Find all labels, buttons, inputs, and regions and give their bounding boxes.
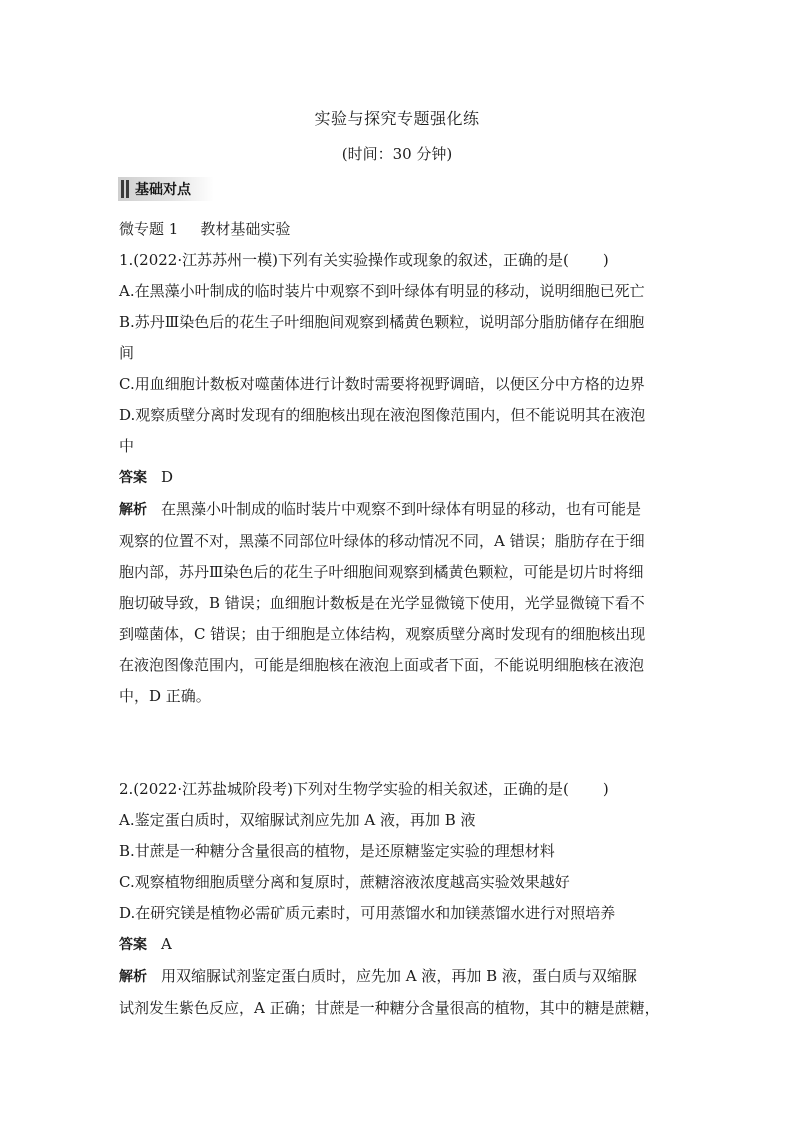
content	[119, 214, 675, 1024]
analysis-label: 解析	[119, 502, 147, 518]
option-b-continued: 间	[119, 344, 135, 362]
analysis-label: 解析	[119, 969, 147, 985]
question-2	[119, 774, 675, 1024]
option-a: A.在黑藻小叶制成的临时装片中观察不到叶绿体有明显的移动，说明细胞已死亡	[119, 282, 645, 300]
question-stem: 2.(2022·江苏盐城阶段考)下列对生物学实验的相关叙述，正确的是( )	[119, 780, 609, 798]
section-bars-icon	[121, 180, 129, 198]
question-1	[119, 245, 675, 712]
analysis-line: 到噬菌体，C 错误；由于细胞是立体结构，观察质壁分离时发现有的细胞核出现	[119, 625, 646, 643]
analysis-line: 观察的位置不对，黑藻不同部位叶绿体的移动情况不同，A 错误；脂肪存在于细	[119, 532, 645, 550]
analysis-line: 解析 用双缩脲试剂鉴定蛋白质时，应先加 A 液，再加 B 液，蛋白质与双缩脲	[119, 967, 637, 985]
option-d: D.在研究镁是植物必需矿质元素时，可用蒸馏水和加镁蒸馏水进行对照培养	[119, 904, 616, 922]
analysis-line: 胞切破导致，B 错误；血细胞计数板是在光学显微镜下使用，光学显微镜下看不	[119, 594, 645, 612]
option-d: D.观察质壁分离时发现有的细胞核出现在液泡图像范围内，但不能说明其在液泡	[119, 406, 646, 424]
topic-heading	[119, 214, 675, 245]
section-label: 基础对点	[135, 182, 191, 198]
topic-prefix: 微专题 1	[119, 220, 179, 238]
analysis-line: 解析 在黑藻小叶制成的临时装片中观察不到叶绿体有明显的移动，也有可能是	[119, 500, 642, 518]
answer-line	[119, 929, 675, 961]
answer-label: 答案	[119, 937, 147, 953]
option-b: B.甘蔗是一种糖分含量很高的植物，是还原糖鉴定实验的理想材料	[119, 842, 555, 860]
option-c: C.用血细胞计数板对噬菌体进行计数时需要将视野调暗，以便区分中方格的边界	[119, 375, 645, 393]
page-title: 实验与探究专题强化练	[314, 109, 480, 128]
answer-value: A	[161, 935, 172, 953]
option-c: C.观察植物细胞质壁分离和复原时，蔗糖溶液浓度越高实验效果越好	[119, 873, 570, 891]
analysis-line: 在液泡图像范围内，可能是细胞核在液泡上面或者下面，不能说明细胞核在液泡	[119, 656, 645, 674]
option-b: B.苏丹Ⅲ染色后的花生子叶细胞间观察到橘黄色颗粒，说明部分脂肪储存在细胞	[119, 313, 645, 331]
option-a: A.鉴定蛋白质时，双缩脲试剂应先加 A 液，再加 B 液	[119, 811, 476, 829]
analysis-line: 试剂发生紫色反应，A 正确；甘蔗是一种糖分含量很高的植物，其中的糖是蔗糖，	[119, 999, 660, 1017]
question-stem: 1.(2022·江苏苏州一模)下列有关实验操作或现象的叙述，正确的是( )	[119, 251, 609, 269]
topic-name: 教材基础实验	[200, 220, 291, 238]
analysis-line: 胞内部，苏丹Ⅲ染色后的花生子叶细胞间观察到橘黄色颗粒，可能是切片时将细	[119, 563, 644, 581]
time-limit: (时间：30 分钟)	[341, 145, 453, 163]
analysis-line: 中，D 正确。	[119, 687, 211, 705]
section-header	[118, 177, 214, 201]
answer-label: 答案	[119, 470, 147, 486]
answer-line	[119, 462, 675, 494]
answer-value: D	[161, 468, 174, 486]
option-d-continued: 中	[119, 437, 135, 455]
